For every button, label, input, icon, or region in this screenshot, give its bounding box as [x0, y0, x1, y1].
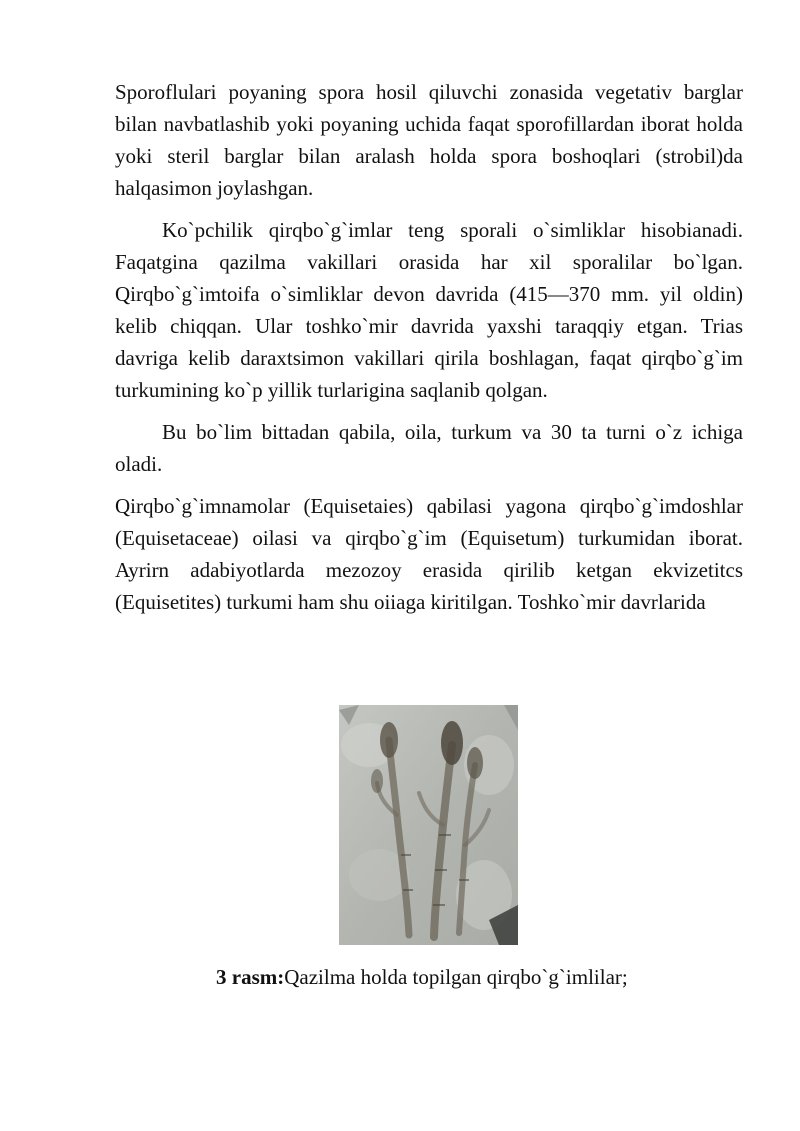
fossil-horsetail-photo: [339, 705, 518, 945]
paragraph-strobil: Sporoflulari poyaning spora hosil qiluvchi zonasida vegetativ barglar bilan navbatlashib yoki poyaning uchida faqat sporofillardan iborat holda yoki steril barglar bilan aralash holda spora boshoqlari (strobil)da halqasimon joylashgan.: [115, 80, 743, 200]
paragraph-qabila: Qirqbo`g`imnamolar (Equisetaies) qabilasi yagona qirqbo`g`imdoshlar (Equisetaceae) oilasi va qirqbo`g`im (Equisetum) turkumidan iborat. Ayrirn adabiyotlarda mezozoy erasida qirilib ketgan ekvizetitcs (Equisetites) turkumi ham shu oiiaga kiritilgan. Toshko`mir davrlarida: [115, 494, 743, 614]
figure-caption-label: 3 rasm:: [216, 965, 285, 989]
paragraph-bolim: Bu bo`lim bittadan qabila, oila, turkum va 30 ta turni o`z ichiga oladi.: [115, 420, 743, 476]
document-body: [115, 76, 743, 628]
paragraph-sporali: Ko`pchilik qirqbo`g`imlar teng sporali o`simliklar hisobianadi. Faqatgina qazilma vakillari orasida har xil sporalilar bo`lgan. Qirqbo`g`imtoifa o`simliklar devon davrida (415—370 mm. yil oldin) kelib chiqqan. Ular toshko`mir davrida yaxshi taraqqiy etgan. Trias davriga kelib daraxtsimon vakillari qirila boshlagan, faqat qirqbo`g`im turkumining ko`p yillik turlarigina saqlanib qolgan.: [115, 218, 743, 402]
figure-caption-text: Qazilma holda topilgan qirqbo`g`imlilar;: [284, 965, 628, 989]
figure-caption: [216, 962, 628, 992]
